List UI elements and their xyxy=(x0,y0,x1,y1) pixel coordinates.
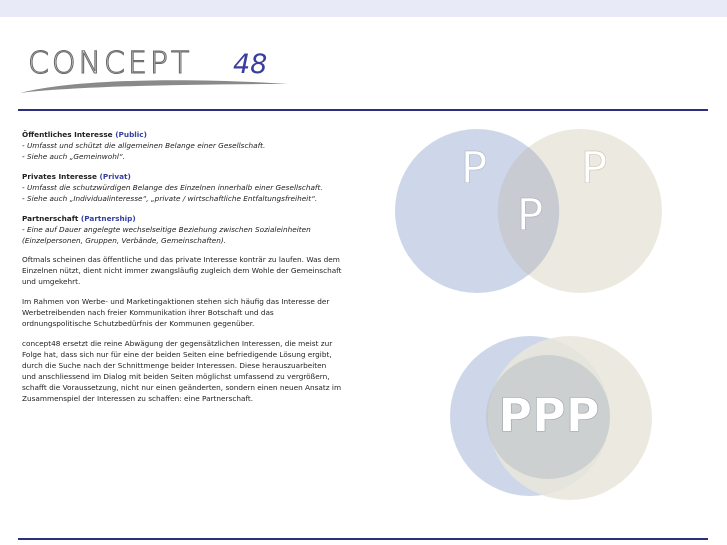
section-line: - Siehe auch „Individualinteresse“, „private / wirtschaftliche Entfaltungsfreiheit“. xyxy=(22,193,318,203)
concept48-logo[interactable] xyxy=(18,38,298,100)
section-heading xyxy=(22,130,342,141)
body-paragraph: Oftmals scheinen das öffentliche und das private Interesse konträr zu laufen. Was dem Einzelnen nützt, dient nicht immer zwangsläufig zugleich dem Wohle der Gemeinschaft und umgekehrt. xyxy=(22,255,342,287)
ppp-label: PPP xyxy=(498,388,600,442)
body-paragraph: Im Rahmen von Werbe- und Marketingaktionen stehen sich häufig das Interesse der Werbetreibenden nach freier Kommunikation ihrer Botschaft und das ordnungspolitische Schutzbedürfnis der Kommunen gegenüber. xyxy=(22,297,330,329)
top-bar xyxy=(0,0,727,17)
body-paragraph: concept48 ersetzt die reine Abwägung der gegensätzlichen Interessen, die meist zur Folge hat, dass sich nur für eine der beiden Seiten eine befriedigende Lösung ergibt, durch die Suche nach der Schnittmenge beider Interessen. Diese herauszuarbeiten und anschliessend im Dialog mit beiden Seiten möglichst umfassend zu vergrößern, schafft die Voraussetzung, nicht nur einen geänderten, sondern einen neuen Ansatz im Zusammenspiel der Interessen zu schaffen: eine Partnerschaft. xyxy=(22,339,342,403)
venn-diagram-merged xyxy=(438,332,663,504)
public-letter: P xyxy=(460,143,488,194)
section-title: Privates Interesse xyxy=(22,171,97,181)
section-partnership xyxy=(22,214,342,247)
partnership-letter: P xyxy=(516,190,544,241)
logo-swoosh xyxy=(20,80,288,93)
bottom-rule xyxy=(18,538,708,540)
section-title-en: (Public) xyxy=(115,130,147,139)
section-heading xyxy=(22,214,342,225)
section-title: Öffentliches Interesse xyxy=(22,130,113,139)
section-line: - Umfasst die schutzwürdigen Belange des Einzelnen innerhalb einer Gesellschaft. xyxy=(22,182,323,192)
logo-number: 48 xyxy=(233,49,268,80)
section-title: Partnerschaft xyxy=(22,213,79,223)
section-title-en: (Privat) xyxy=(99,171,131,181)
section-line: - Umfasst und schützt die allgemeinen Belange einer Gesellschaft. xyxy=(22,140,266,150)
section-line: - Eine auf Dauer angelegte wechselseitige Beziehung zwischen Sozialeinheiten (Einzelpersonen, Gruppen, Verbände, Gemeinschaften). xyxy=(22,224,311,245)
section-public xyxy=(22,130,342,163)
section-line: - Siehe auch „Gemeinwohl“. xyxy=(22,151,125,161)
section-title-en: (Partnership) xyxy=(80,213,136,223)
section-heading xyxy=(22,172,342,183)
top-rule xyxy=(18,109,708,111)
venn-diagram-intersection xyxy=(392,126,667,296)
private-letter: P xyxy=(580,143,608,194)
main-content xyxy=(22,130,342,414)
logo-text: CONCEPT xyxy=(28,46,193,81)
section-private xyxy=(22,172,342,205)
